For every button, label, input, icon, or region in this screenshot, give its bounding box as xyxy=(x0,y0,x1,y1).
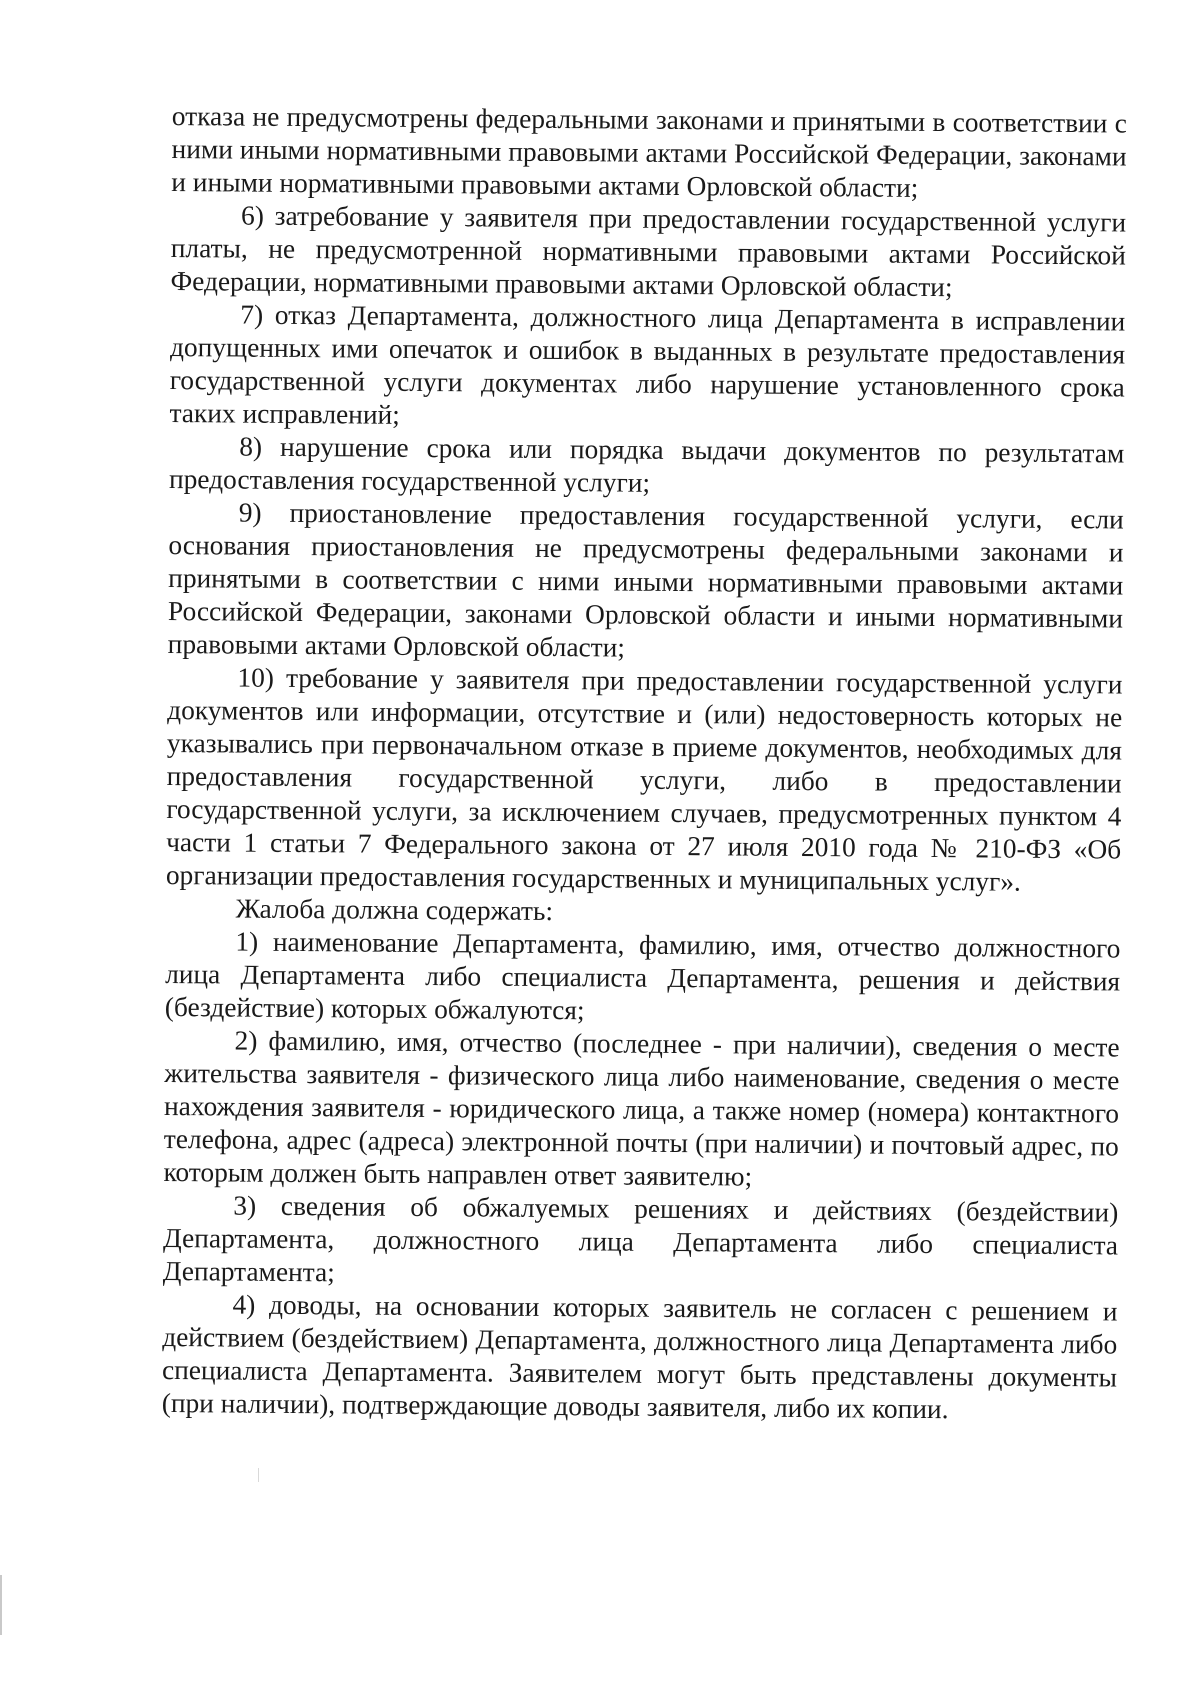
paragraph-intro-continuation: отказа не предусмотрены федеральными законами и принятыми в соответствии с ними иными нормативными правовыми актами Российской Федерации, законами и иными нормативными правовыми актами Орловской области; xyxy=(171,100,1127,203)
paragraph-item-9: 9) приостановление предоставления государственной услуги, если основания приостановления не предусмотрены федеральными законами и принятыми в соответствии с ними иными нормативными правовыми актами Российской Федерации, законами Орловской области и иными нормативными правовыми актами Орловской области; xyxy=(167,497,1124,663)
paragraph-item-10: 10) требование у заявителя при предоставлении государственной услуги документов или информации, отсутствие и (или) недостоверность которых не указывались при первоначальном отказе в приеме документов, необходимых для предоставления государственной услуги, либо в предоставлении государственной услуги, за исключением случаев, предусмотренных пунктом 4 части 1 статьи 7 Федерального закона от 27 июля 2010 года № 210-ФЗ «Об организации предоставления государственных и муниципальных услуг». xyxy=(165,662,1123,897)
scan-speck xyxy=(258,1468,259,1482)
paragraph-requirement-1: 1) наименование Департамента, фамилию, имя, отчество должностного лица Департамента либо специалиста Департамента, решения и действия (бездействие) которых обжалуются; xyxy=(164,926,1121,1026)
paragraph-item-6: 6) затребование у заявителя при предоставлении государственной услуги платы, не предусмотренной нормативными правовыми актами Российской Федерации, нормативными правовыми актами Орловской области; xyxy=(170,200,1127,303)
paragraph-complaint-heading: Жалоба должна содержать: xyxy=(235,893,554,927)
scan-edge-mark xyxy=(0,1575,2,1635)
paragraph-requirement-4: 4) доводы, на основании которых заявитель не согласен с решением и действием (бездействием) Департамента, должностного лица Департамента либо специалиста Департамента. Заявителем могут быть представлены документы (при наличии), подтверждающие доводы заявителя, либо их копии. xyxy=(161,1289,1118,1425)
paragraph-item-8: 8) нарушение срока или порядка выдачи документов по результатам предоставления государственной услуги; xyxy=(168,431,1125,498)
paragraph-requirement-2: 2) фамилию, имя, отчество (последнее - при наличии), сведения о месте жительства заявителя - физического лица либо наименование, сведения о месте нахождения заявителя - юридического лица, а также номер (номера) контактного телефона, адрес (адреса) электронной почты (при наличии) и почтовый адрес, по которым должен быть направлен ответ заявителю; xyxy=(163,1025,1120,1192)
paragraph-requirement-3: 3) сведения об обжалуемых решениях и действиях (бездействии) Департамента, должностного лица Департамента либо специалиста Департамента; xyxy=(162,1190,1119,1288)
paragraph-item-7: 7) отказ Департамента, должностного лица Департамента в исправлении допущенных ими опечаток и ошибок в выданных в результате предоставления государственной услуги документах либо нарушение установленного срока таких исправлений; xyxy=(169,299,1126,430)
document-body xyxy=(162,100,1127,1427)
